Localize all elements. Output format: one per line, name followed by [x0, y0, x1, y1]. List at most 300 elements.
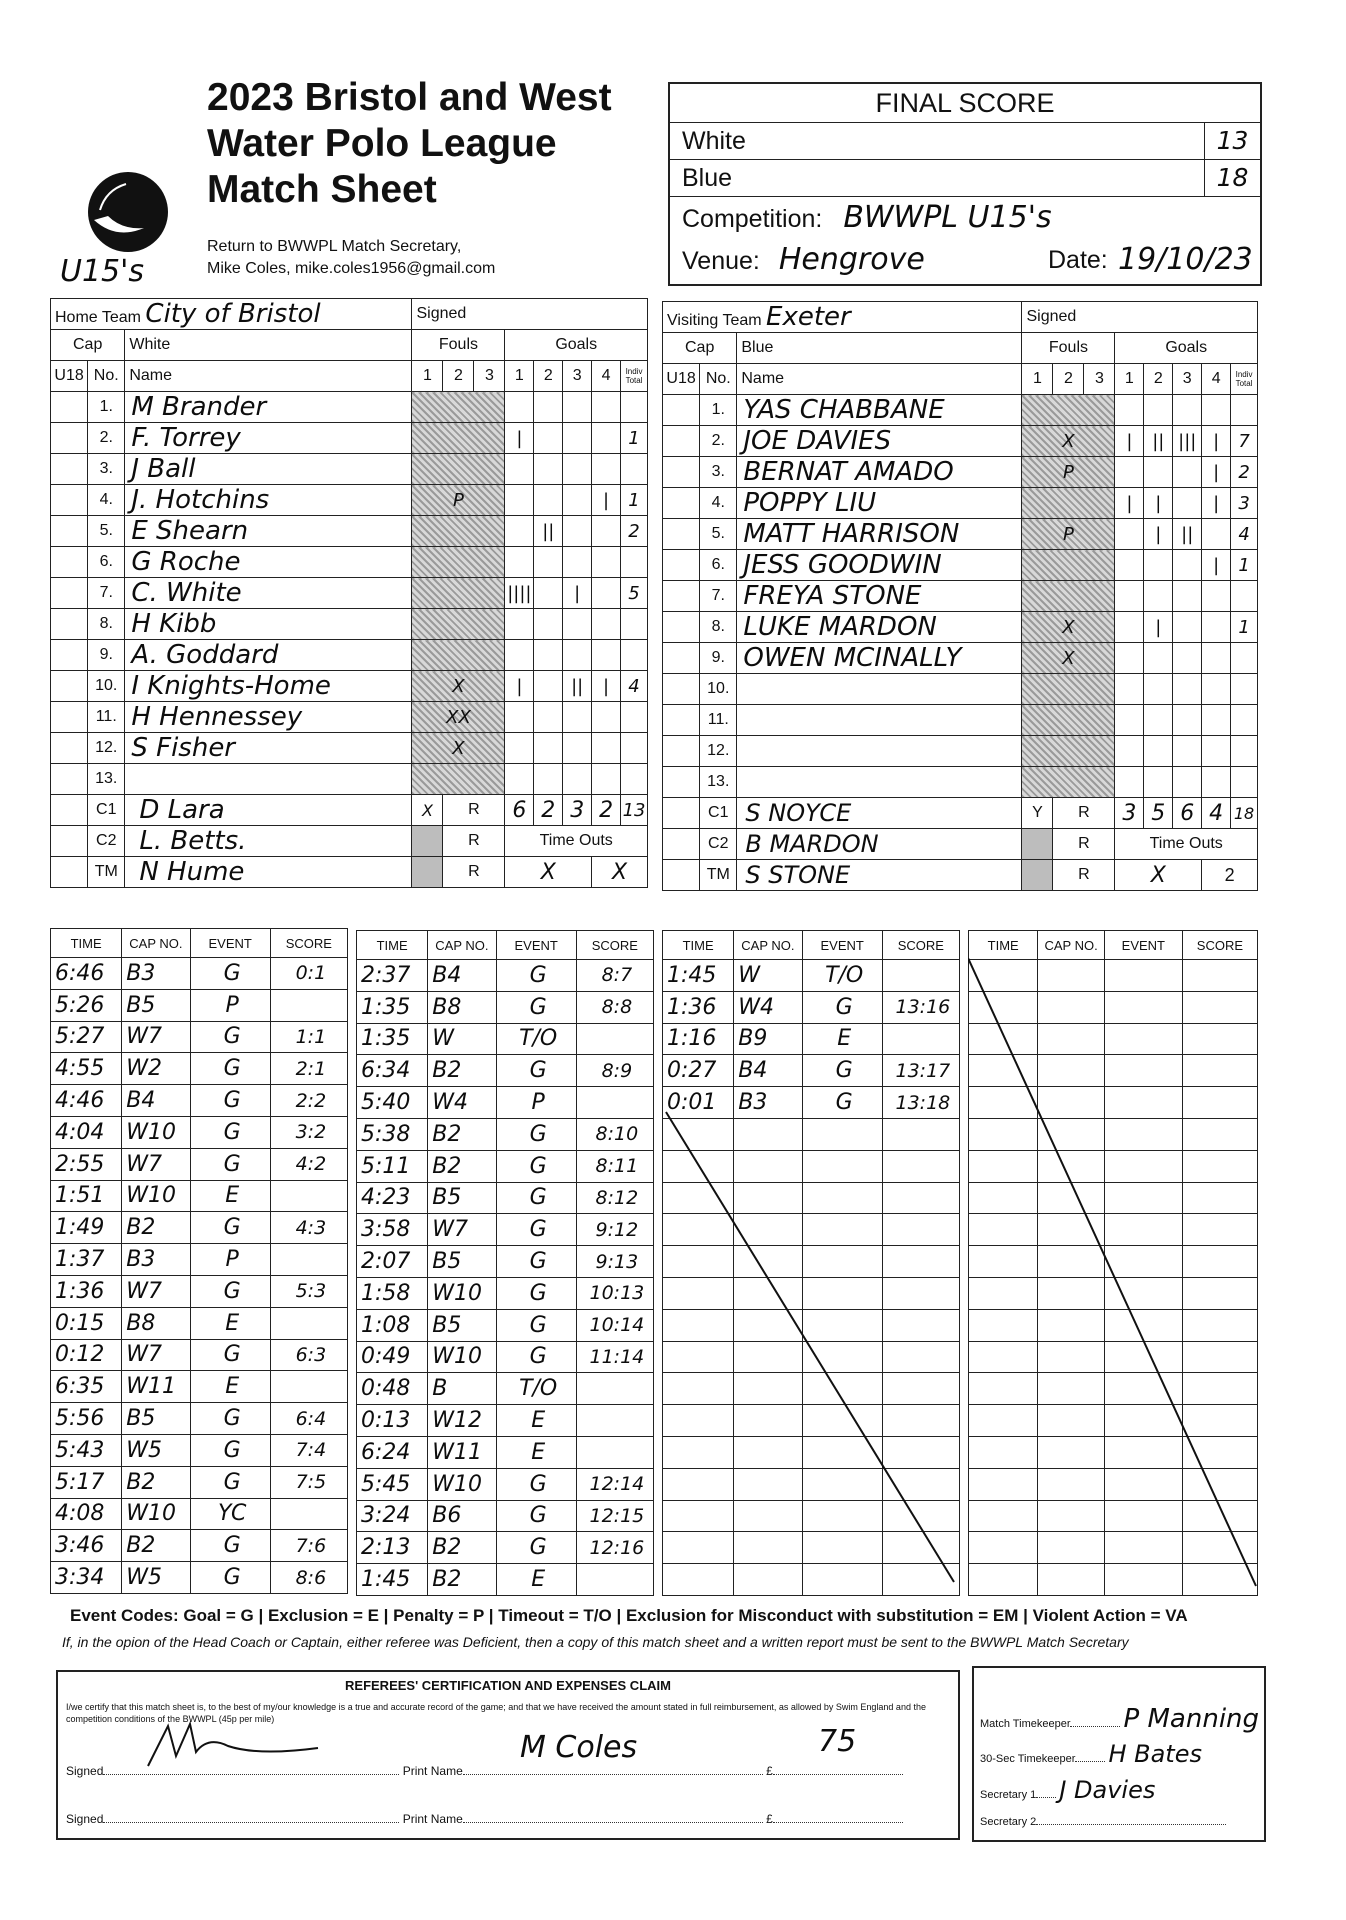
goals-period-1	[505, 454, 534, 485]
event-cap: W11	[122, 1371, 190, 1403]
goals-period-2	[534, 733, 563, 764]
player-total: 5	[621, 578, 648, 609]
foul-marks	[412, 578, 505, 609]
goals-period-2	[534, 578, 563, 609]
foul-marks	[1022, 581, 1115, 612]
cap-number: 4.	[88, 485, 125, 516]
event-time: 6:34	[357, 1055, 428, 1087]
final-score-box	[668, 82, 1262, 286]
u18-label: U18	[51, 361, 88, 392]
u18-cell	[51, 485, 88, 516]
player-name: I Knights-Home	[125, 671, 412, 702]
final-score-heading: FINAL SCORE	[670, 84, 1260, 123]
goal-col-3: 3	[1173, 364, 1202, 395]
cap-number: 10.	[88, 671, 125, 702]
home-player-row	[51, 423, 648, 454]
event-time: 1:51	[51, 1180, 122, 1212]
event-time: 5:45	[357, 1468, 428, 1500]
event-score: 0:1	[270, 958, 347, 990]
event-code: G	[496, 1341, 576, 1373]
secretary1-name: J Davies	[1059, 1776, 1156, 1804]
foul-marks	[1022, 488, 1115, 519]
event-time: 0:12	[51, 1339, 122, 1371]
u18-cell	[51, 702, 88, 733]
event-cap: B5	[122, 989, 190, 1021]
goals-period-4	[592, 764, 621, 795]
player-name: E Shearn	[125, 516, 412, 547]
event-cap: W7	[122, 1148, 190, 1180]
event-cap: W5	[122, 1434, 190, 1466]
goals-period-2	[534, 392, 563, 423]
event-cap: B2	[122, 1212, 190, 1244]
return-instructions	[207, 236, 495, 280]
player-name: JOE DAVIES	[737, 426, 1022, 457]
home-fouls-label: Fouls	[412, 330, 505, 361]
event-row	[51, 989, 348, 1021]
event-cap: B2	[428, 1564, 496, 1596]
competition-label: Competition:	[682, 205, 823, 233]
goals-period-3	[563, 733, 592, 764]
goals-period-4	[592, 423, 621, 454]
event-score: 8:7	[576, 960, 653, 992]
event-row	[51, 1053, 348, 1085]
foul-marks	[1022, 395, 1115, 426]
cap-number: 10.	[700, 674, 737, 705]
player-total	[1231, 705, 1258, 736]
cap-number: 5.	[88, 516, 125, 547]
date-value: 19/10/23	[1118, 242, 1253, 277]
visiting-period-2-total: 5	[1144, 798, 1173, 829]
event-cap: B6	[428, 1500, 496, 1532]
foul-marks	[412, 547, 505, 578]
goal-col-4: 4	[592, 361, 621, 392]
goals-period-3: ||	[1173, 519, 1202, 550]
event-cap: B5	[122, 1403, 190, 1435]
event-score	[882, 960, 959, 992]
goals-period-1	[505, 702, 534, 733]
player-total: 4	[1231, 519, 1258, 550]
event-score: 8:6	[270, 1562, 347, 1594]
event-code: G	[190, 1275, 270, 1307]
cap-number: 2.	[700, 426, 737, 457]
player-name: F. Torrey	[125, 423, 412, 454]
goals-period-2	[534, 454, 563, 485]
foul-marks: X	[412, 733, 505, 764]
goals-period-3	[563, 423, 592, 454]
page-title	[207, 75, 647, 213]
no-label: No.	[700, 364, 737, 395]
ref2-print-name-label: Print Name	[402, 1812, 463, 1826]
player-total	[621, 609, 648, 640]
cap-number: 4.	[700, 488, 737, 519]
goals-period-4: |	[1202, 488, 1231, 519]
home-player-row	[51, 609, 648, 640]
event-cap: B4	[734, 1055, 802, 1087]
home-player-row	[51, 578, 648, 609]
goals-period-4: |	[592, 485, 621, 516]
event-time: 1:16	[663, 1023, 734, 1055]
event-time: 2:55	[51, 1148, 122, 1180]
event-score: 7:4	[270, 1434, 347, 1466]
foul-marks: X	[1022, 426, 1115, 457]
player-total: 7	[1231, 426, 1258, 457]
event-cap: B2	[428, 1150, 496, 1182]
event-code: G	[190, 1466, 270, 1498]
goals-period-4	[1202, 643, 1231, 674]
visiting-tm-label: TM	[700, 860, 737, 891]
event-row	[51, 1021, 348, 1053]
event-code: P	[190, 1244, 270, 1276]
player-total	[1231, 736, 1258, 767]
cap-number: 1.	[88, 392, 125, 423]
player-name: JESS GOODWIN	[737, 550, 1022, 581]
u18-cell	[663, 550, 700, 581]
event-score: 7:5	[270, 1466, 347, 1498]
home-player-row	[51, 547, 648, 578]
visiting-cap-label: Cap	[663, 333, 737, 364]
referee-text: I/we certify that this match sheet is, to the best of my/our knowledge is a true and accurate record of the game; and that we have received the amount stated in full reimbursement, as allowed by Swim England and the competition conditions of the BWWPL (45p per mile)	[66, 1702, 926, 1724]
event-cap: B3	[734, 1087, 802, 1119]
cap-number: 5.	[700, 519, 737, 550]
event-cap: W10	[122, 1180, 190, 1212]
event-row	[51, 1212, 348, 1244]
event-code: G	[496, 1150, 576, 1182]
visiting-period-1-total: 3	[1115, 798, 1144, 829]
goals-period-1	[1115, 519, 1144, 550]
event-cap: W10	[428, 1341, 496, 1373]
event-cap: B2	[428, 1532, 496, 1564]
player-name: S Fisher	[125, 733, 412, 764]
home-timeout-1: X	[505, 857, 592, 888]
event-time: 1:35	[357, 991, 428, 1023]
goal-col-2: 2	[1144, 364, 1173, 395]
visiting-c2-red: R	[1053, 829, 1115, 860]
goals-period-4	[1202, 674, 1231, 705]
goals-period-3	[1173, 736, 1202, 767]
event-time: 4:08	[51, 1498, 122, 1530]
home-c2-red: R	[443, 826, 505, 857]
player-total: 2	[1231, 457, 1258, 488]
competition-value: BWWPL U15's	[843, 200, 1052, 235]
event-code: G	[496, 991, 576, 1023]
foul-marks: X	[412, 671, 505, 702]
title-line-1: 2023 Bristol and West	[207, 76, 612, 119]
home-c2-name: L. Betts.	[125, 826, 412, 857]
event-score	[270, 1307, 347, 1339]
visiting-timeout-2: 2	[1202, 860, 1258, 891]
home-tm-name: N Hume	[125, 857, 412, 888]
goals-period-4: |	[1202, 426, 1231, 457]
event-time: 5:38	[357, 1118, 428, 1150]
event-score: 7:6	[270, 1530, 347, 1562]
goals-period-4	[1202, 519, 1231, 550]
ref2-signed-label: Signed	[66, 1812, 104, 1826]
player-name: J. Hotchins	[125, 485, 412, 516]
goals-period-2	[534, 640, 563, 671]
name-label: Name	[125, 361, 412, 392]
event-code: G	[496, 1309, 576, 1341]
event-time: 5:56	[51, 1403, 122, 1435]
goals-period-1	[1115, 550, 1144, 581]
u18-cell	[663, 643, 700, 674]
goal-col-1: 1	[505, 361, 534, 392]
ref1-amount-line	[773, 1774, 903, 1775]
goals-period-1	[505, 764, 534, 795]
event-code: T/O	[496, 1023, 576, 1055]
event-log-2	[356, 930, 654, 1596]
goals-period-1	[505, 640, 534, 671]
ref2-signed-row	[66, 1812, 903, 1826]
event-row	[357, 960, 654, 992]
player-name: A. Goddard	[125, 640, 412, 671]
home-time-outs-label: Time Outs	[505, 826, 648, 857]
cap-number: 7.	[700, 581, 737, 612]
time-header: TIME	[969, 931, 1038, 960]
event-code: G	[190, 1403, 270, 1435]
home-player-row	[51, 702, 648, 733]
event-row	[51, 1498, 348, 1530]
home-color-label: White	[125, 330, 412, 361]
event-cap: B2	[122, 1530, 190, 1562]
visiting-player-row	[663, 705, 1258, 736]
goals-period-2	[534, 609, 563, 640]
foul-marks: XX	[412, 702, 505, 733]
cap-number: 2.	[88, 423, 125, 454]
event-cap: W10	[122, 1116, 190, 1148]
event-time: 5:43	[51, 1434, 122, 1466]
home-tm-label: TM	[88, 857, 125, 888]
home-total-goals: 13	[621, 795, 648, 826]
u18-cell	[663, 457, 700, 488]
secretary2-label: Secretary 2	[980, 1816, 1037, 1828]
player-total	[1231, 643, 1258, 674]
event-time: 6:46	[51, 958, 122, 990]
visiting-player-row	[663, 426, 1258, 457]
event-row	[357, 1023, 654, 1055]
event-time: 1:36	[663, 991, 734, 1023]
event-row	[357, 1500, 654, 1532]
goals-period-3	[1173, 550, 1202, 581]
cap-no-header: CAP NO.	[122, 929, 190, 958]
event-score: 6:3	[270, 1339, 347, 1371]
goals-period-4	[592, 578, 621, 609]
secretary1-label: Secretary 1	[980, 1789, 1037, 1801]
goal-col-2: 2	[534, 361, 563, 392]
goals-period-1	[1115, 643, 1144, 674]
event-cap: B2	[122, 1466, 190, 1498]
event-time: 1:35	[357, 1023, 428, 1055]
visiting-time-outs-label: Time Outs	[1115, 829, 1258, 860]
visiting-player-row	[663, 457, 1258, 488]
cap-number: 1.	[700, 395, 737, 426]
event-code: E	[496, 1436, 576, 1468]
goals-period-2	[1144, 767, 1173, 798]
foul-marks	[1022, 736, 1115, 767]
u18-cell	[51, 733, 88, 764]
player-name: H Kibb	[125, 609, 412, 640]
event-score	[576, 1564, 653, 1596]
goals-period-4	[592, 392, 621, 423]
white-final-score: 13	[1216, 126, 1249, 155]
sec30-timekeeper-label: 30-Sec Timekeeper	[980, 1753, 1076, 1765]
event-score: 8:11	[576, 1150, 653, 1182]
goals-period-1: |	[1115, 426, 1144, 457]
event-row	[51, 1530, 348, 1562]
foul-marks	[1022, 674, 1115, 705]
goals-period-2: |	[1144, 612, 1173, 643]
sec30-timekeeper-name: H Bates	[1108, 1740, 1202, 1768]
ref1-signed-label: Signed	[66, 1764, 104, 1778]
event-time: 4:04	[51, 1116, 122, 1148]
player-total	[621, 702, 648, 733]
event-score: 4:2	[270, 1148, 347, 1180]
event-row	[357, 991, 654, 1023]
visiting-player-row	[663, 767, 1258, 798]
score-header: SCORE	[1182, 931, 1257, 960]
match-timekeeper-label: Match Timekeeper	[980, 1718, 1071, 1730]
u18-cell	[663, 519, 700, 550]
event-cap: W10	[122, 1498, 190, 1530]
goals-period-2: |	[1144, 488, 1173, 519]
goals-period-3	[1173, 581, 1202, 612]
event-code: G	[190, 958, 270, 990]
visiting-player-row	[663, 674, 1258, 705]
secretary2-line	[1036, 1824, 1226, 1825]
u18-cell	[51, 423, 88, 454]
goals-period-2	[534, 764, 563, 795]
player-name: J Ball	[125, 454, 412, 485]
u18-cell	[51, 671, 88, 702]
event-row	[51, 1434, 348, 1466]
event-time: 4:23	[357, 1182, 428, 1214]
visiting-c1-yellow: Y	[1022, 798, 1053, 829]
visiting-team-table	[662, 301, 1258, 891]
player-name: FREYA STONE	[737, 581, 1022, 612]
event-score: 5:3	[270, 1275, 347, 1307]
foul-marks	[412, 764, 505, 795]
event-time: 3:58	[357, 1214, 428, 1246]
foul-marks: X	[1022, 612, 1115, 643]
cap-no-header: CAP NO.	[734, 931, 802, 960]
cap-number: 3.	[700, 457, 737, 488]
goals-period-1	[1115, 674, 1144, 705]
goals-period-4	[592, 547, 621, 578]
event-time: 3:46	[51, 1530, 122, 1562]
event-time: 2:37	[357, 960, 428, 992]
cap-number: 12.	[700, 736, 737, 767]
goals-period-3	[563, 516, 592, 547]
goals-period-1	[1115, 612, 1144, 643]
event-cap: W10	[428, 1468, 496, 1500]
deficient-note: If, in the opion of the Head Coach or Captain, either referee was Deficient, then a copy of this match sheet and a written report must be sent to the BWWPL Match Secretary	[62, 1634, 1129, 1650]
event-score: 13:17	[882, 1055, 959, 1087]
event-row	[357, 1341, 654, 1373]
player-name: G Roche	[125, 547, 412, 578]
goals-period-1	[1115, 705, 1144, 736]
player-total: 2	[621, 516, 648, 547]
player-name: YAS CHABBANE	[737, 395, 1022, 426]
home-player-row	[51, 392, 648, 423]
foul-marks	[1022, 705, 1115, 736]
event-time: 0:48	[357, 1373, 428, 1405]
home-player-row	[51, 764, 648, 795]
goals-period-2	[1144, 736, 1173, 767]
goals-period-2	[1144, 581, 1173, 612]
event-score	[576, 1023, 653, 1055]
event-header: EVENT	[496, 931, 576, 960]
event-score	[270, 1180, 347, 1212]
event-score	[576, 1436, 653, 1468]
cap-number: 6.	[88, 547, 125, 578]
event-code: G	[190, 1212, 270, 1244]
event-code: YC	[190, 1498, 270, 1530]
event-score	[576, 1087, 653, 1119]
player-name: OWEN MCINALLY	[737, 643, 1022, 674]
player-total: 3	[1231, 488, 1258, 519]
event-score: 11:14	[576, 1341, 653, 1373]
u18-cell	[663, 705, 700, 736]
event-score: 1:1	[270, 1021, 347, 1053]
visiting-player-row	[663, 519, 1258, 550]
cap-no-header: CAP NO.	[1038, 931, 1104, 960]
visiting-total-goals: 18	[1231, 798, 1258, 829]
cap-number: 11.	[700, 705, 737, 736]
visiting-player-row	[663, 612, 1258, 643]
ref2-print-name-line	[463, 1822, 763, 1823]
event-code: G	[496, 1246, 576, 1278]
event-code: G	[190, 1562, 270, 1594]
event-score: 8:9	[576, 1055, 653, 1087]
cap-number: 8.	[88, 609, 125, 640]
event-cap: W7	[122, 1021, 190, 1053]
home-signed-label: Signed	[412, 299, 648, 330]
goals-period-4	[592, 640, 621, 671]
goals-period-1	[505, 485, 534, 516]
event-row	[357, 1182, 654, 1214]
event-row	[51, 1148, 348, 1180]
event-code: G	[496, 1055, 576, 1087]
goals-period-1	[505, 609, 534, 640]
event-code: G	[802, 1087, 882, 1119]
goals-period-3: |||	[1173, 426, 1202, 457]
event-time: 1:36	[51, 1275, 122, 1307]
player-total	[1231, 581, 1258, 612]
goals-period-3	[563, 485, 592, 516]
event-code: E	[190, 1307, 270, 1339]
home-c1-name: D Lara	[125, 795, 412, 826]
ref2-amount-line	[773, 1822, 903, 1823]
u18-cell	[663, 767, 700, 798]
foul-marks	[412, 423, 505, 454]
home-c2-label: C2	[88, 826, 125, 857]
event-code: G	[496, 1532, 576, 1564]
goals-period-2: ||	[534, 516, 563, 547]
foul-marks	[412, 516, 505, 547]
visiting-signed-label: Signed	[1022, 302, 1258, 333]
goals-period-1	[1115, 395, 1144, 426]
goals-period-1: |	[505, 671, 534, 702]
goals-period-4	[592, 702, 621, 733]
event-cap: W4	[428, 1087, 496, 1119]
home-team-table	[50, 298, 648, 888]
league-logo	[86, 170, 170, 254]
event-score: 12:16	[576, 1532, 653, 1564]
player-total: 1	[621, 485, 648, 516]
event-score: 8:10	[576, 1118, 653, 1150]
goals-period-3	[1173, 705, 1202, 736]
player-name: H Hennessey	[125, 702, 412, 733]
event-code: G	[496, 1500, 576, 1532]
